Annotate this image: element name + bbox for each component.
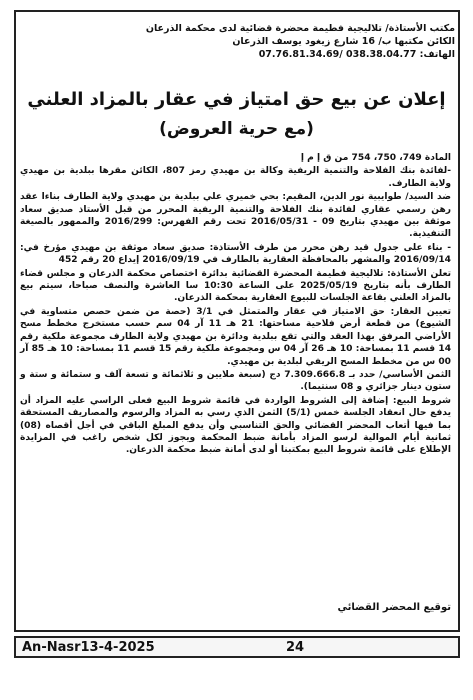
notice-body (20, 152, 451, 458)
notice-title: إعلان عن بيع حق امتياز في عقار بالمزاد العلني (27, 89, 446, 110)
paragraph: ضد السيد/ طوايبية نور الدين، المقيم: بحي خميري علي ببلدية بن مهيدي ولاية الطارف بناءا عقد رهن رسمي عقاري لفائدة بنك الفلاحة والتنمية الريفية المحرر من قبل الأستاذ صديق سعاد موثقة بين مهيدي بتاريخ 09 - 2016/05/31 تحت رقم الفهرس: 2016/299 والممهور بالصيغة التنفيذية. (20, 192, 452, 240)
paragraph: تعيين العقار: حق الامتياز في عقار والمتمثل في 3/1 (حصة من ضمن حصص متساوية في الشيوع) من قطعة أرض فلاحية مساحتها: 21 هـ 11 آر 04 سم حسب مستخرج مخطط مسح الأراضي المرفق بهذا العقد والتي تقع ببلدية ودائرة بن مهيدي ولاية الطارف مجموعة ملكية رقم 14 قسم 11 بمساحة: 10 هـ 26 آر 04 س ومجموعة ملكية رقم 15 قسم 11 بمساحة: 10 هـ 85 آر 00 س من مخطط المسح الريفي لبلدية بن مهيدي. (20, 306, 452, 367)
signature-line: توقيع المحضر القضائي (337, 602, 451, 613)
office-header (45, 22, 455, 61)
page-footer (14, 636, 460, 658)
paragraph: شروط البيع: إضافة إلى الشروط الواردة في قائمة شروط البيع فعلى الراسي عليه المزاد أن يدفع حال انعقاد الجلسة خمس (5/1) الثمن الذي رسي به المزاد والرسوم والمصاريف المستحقة بما فيها أتعاب المحضر القضائي والحق التناسبي وأن يدفع المبلغ الباقي في أجل أقصاه (08) ثمانية أيام الموالية لرسو المزاد بأمانة ضبط المحكمة ويجوز لكل شخص راغب في المزايدة الإطلاع على قائمة شروط البيع بمكتبنا أو لدى أمانة ضبط محكمة الذرعان. (20, 395, 452, 456)
paragraph: تعلن الأستاذة: تلاليجية فطيمة المحضرة القضائية بدائرة اختصاص محكمة الذرعان و مجلس قضاء الطارف بأنه بتاريخ 2025/05/19 على الساعة 10:30 سا العاشرة والنصف صباحا، سيتم بيع بالمزاد العلني بقاعة الجلسات للبيوع العقارية بمحكمة الذرعان. (20, 268, 451, 304)
page-number: 24 (286, 640, 305, 655)
notice-subtitle: (مع حرية العروض) (159, 119, 314, 139)
publication-date: An-Nasr13-4-2025 (22, 640, 155, 655)
office-name: مكتب الأستاذة/ تلاليجية فطيمة محضرة قضائية لدى محكمة الذرعان (145, 23, 455, 34)
paragraph: الثمن الأساسي/ حدد بـ 7.309.666.8 دج (سبعة ملايين و ثلاثمائة و تسعة آلف و ستمائة و ستة و ستون دينار جزائري و 08 سنتيما). (20, 369, 451, 393)
paragraph: -لفائدة بنك الفلاحة والتنمية الريفية وكالة بن مهيدي رمز 807، الكائن مقرها ببلدية بن مهيدي ولاية الطارف. (20, 166, 451, 189)
office-address: الكائن مكتبها ب/ 16 شارع زيغود يوسف الذرعان (232, 36, 455, 47)
legal-articles: المادة 749، 750، 754 من ق إ م إ (300, 153, 451, 163)
paragraph: - بناء على جدول قيد رهن محرر من طرف الأستاذة: صديق سعاد موثقة بن مهيدي مؤرخ في: 2016/09/14 والمشهر بالمحافظة العقارية بالطارف في 2016/09/19 إيداع 20 رقم 452 (20, 242, 451, 266)
office-phone: الهاتف: 038.38.04.77 /07.76.81.34.69 (258, 49, 455, 60)
